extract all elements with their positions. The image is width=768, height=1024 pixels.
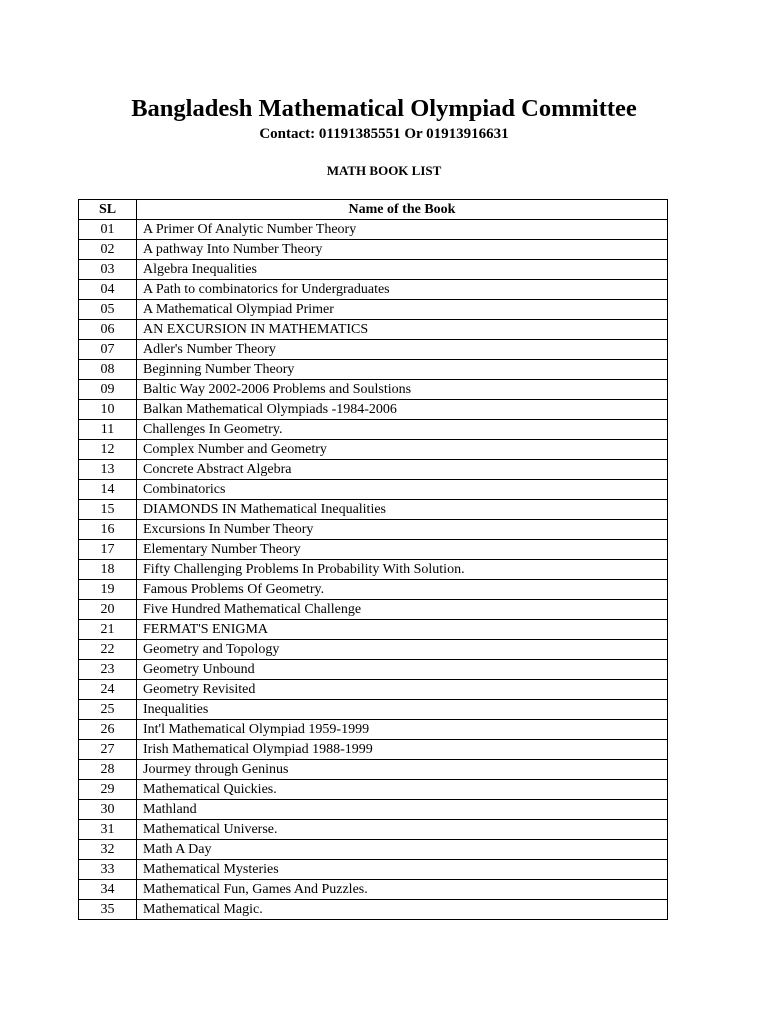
row-serial: 01 (79, 220, 137, 240)
table-row (79, 440, 668, 460)
table-row (79, 620, 668, 640)
row-book-name: Int'l Mathematical Olympiad 1959-1999 (137, 720, 668, 740)
row-book-name: DIAMONDS IN Mathematical Inequalities (137, 500, 668, 520)
row-book-name: Mathematical Fun, Games And Puzzles. (137, 880, 668, 900)
row-book-name: Beginning Number Theory (137, 360, 668, 380)
table-row (79, 240, 668, 260)
column-header-sl: SL (79, 200, 137, 220)
row-serial: 21 (79, 620, 137, 640)
row-book-name: Jourmey through Geninus (137, 760, 668, 780)
row-serial: 08 (79, 360, 137, 380)
table-row (79, 660, 668, 680)
book-table (78, 199, 668, 920)
row-book-name: Balkan Mathematical Olympiads -1984-2006 (137, 400, 668, 420)
row-book-name: Famous Problems Of Geometry. (137, 580, 668, 600)
table-row (79, 580, 668, 600)
table-row (79, 800, 668, 820)
contact-line: Contact: 01191385551 Or 01913916631 (259, 126, 509, 142)
row-serial: 34 (79, 880, 137, 900)
table-row (79, 500, 668, 520)
row-book-name: FERMAT'S ENIGMA (137, 620, 668, 640)
table-row (79, 460, 668, 480)
row-serial: 20 (79, 600, 137, 620)
row-serial: 31 (79, 820, 137, 840)
row-book-name: AN EXCURSION IN MATHEMATICS (137, 320, 668, 340)
row-book-name: A Mathematical Olympiad Primer (137, 300, 668, 320)
book-table-body (79, 220, 668, 920)
table-row (79, 540, 668, 560)
row-serial: 19 (79, 580, 137, 600)
table-row (79, 600, 668, 620)
column-header-name: Name of the Book (137, 200, 668, 220)
row-serial: 14 (79, 480, 137, 500)
row-book-name: A pathway Into Number Theory (137, 240, 668, 260)
table-row (79, 380, 668, 400)
table-row (79, 420, 668, 440)
table-row (79, 900, 668, 920)
row-book-name: Combinatorics (137, 480, 668, 500)
row-serial: 27 (79, 740, 137, 760)
table-row (79, 760, 668, 780)
row-book-name: A Path to combinatorics for Undergraduates (137, 280, 668, 300)
table-row (79, 320, 668, 340)
table-row (79, 360, 668, 380)
row-serial: 32 (79, 840, 137, 860)
table-row (79, 640, 668, 660)
row-book-name: Mathland (137, 800, 668, 820)
row-book-name: Geometry Revisited (137, 680, 668, 700)
table-row (79, 300, 668, 320)
row-serial: 10 (79, 400, 137, 420)
row-serial: 25 (79, 700, 137, 720)
table-row (79, 400, 668, 420)
row-book-name: Irish Mathematical Olympiad 1988-1999 (137, 740, 668, 760)
row-serial: 16 (79, 520, 137, 540)
row-serial: 23 (79, 660, 137, 680)
table-row (79, 520, 668, 540)
row-book-name: Elementary Number Theory (137, 540, 668, 560)
table-row (79, 260, 668, 280)
row-serial: 30 (79, 800, 137, 820)
row-serial: 24 (79, 680, 137, 700)
row-book-name: Geometry Unbound (137, 660, 668, 680)
table-header-row (79, 200, 668, 220)
table-row (79, 840, 668, 860)
row-serial: 18 (79, 560, 137, 580)
table-row (79, 340, 668, 360)
table-row (79, 720, 668, 740)
row-serial: 17 (79, 540, 137, 560)
row-serial: 15 (79, 500, 137, 520)
row-serial: 12 (79, 440, 137, 460)
row-serial: 26 (79, 720, 137, 740)
table-row (79, 700, 668, 720)
row-book-name: Mathematical Universe. (137, 820, 668, 840)
row-book-name: Fifty Challenging Problems In Probability With Solution. (137, 560, 668, 580)
row-serial: 07 (79, 340, 137, 360)
row-book-name: Geometry and Topology (137, 640, 668, 660)
row-serial: 28 (79, 760, 137, 780)
row-serial: 03 (79, 260, 137, 280)
row-serial: 06 (79, 320, 137, 340)
table-row (79, 560, 668, 580)
row-book-name: Inequalities (137, 700, 668, 720)
row-book-name: Mathematical Magic. (137, 900, 668, 920)
row-serial: 22 (79, 640, 137, 660)
table-row (79, 740, 668, 760)
row-book-name: Excursions In Number Theory (137, 520, 668, 540)
row-book-name: Five Hundred Mathematical Challenge (137, 600, 668, 620)
row-serial: 33 (79, 860, 137, 880)
row-serial: 13 (79, 460, 137, 480)
row-book-name: Mathematical Mysteries (137, 860, 668, 880)
table-row (79, 780, 668, 800)
table-row (79, 280, 668, 300)
row-book-name: Challenges In Geometry. (137, 420, 668, 440)
row-book-name: Mathematical Quickies. (137, 780, 668, 800)
row-serial: 35 (79, 900, 137, 920)
row-book-name: Concrete Abstract Algebra (137, 460, 668, 480)
row-serial: 04 (79, 280, 137, 300)
table-row (79, 860, 668, 880)
row-serial: 05 (79, 300, 137, 320)
row-serial: 11 (79, 420, 137, 440)
row-serial: 02 (79, 240, 137, 260)
row-serial: 29 (79, 780, 137, 800)
row-book-name: Adler's Number Theory (137, 340, 668, 360)
table-row (79, 880, 668, 900)
page-title: Bangladesh Mathematical Olympiad Committee (131, 95, 637, 122)
row-book-name: Math A Day (137, 840, 668, 860)
row-serial: 09 (79, 380, 137, 400)
list-title: MATH BOOK LIST (326, 163, 442, 178)
row-book-name: Baltic Way 2002-2006 Problems and Soulstions (137, 380, 668, 400)
table-row (79, 820, 668, 840)
row-book-name: Algebra Inequalities (137, 260, 668, 280)
table-row (79, 480, 668, 500)
table-row (79, 680, 668, 700)
row-book-name: Complex Number and Geometry (137, 440, 668, 460)
table-row (79, 220, 668, 240)
row-book-name: A Primer Of Analytic Number Theory (137, 220, 668, 240)
